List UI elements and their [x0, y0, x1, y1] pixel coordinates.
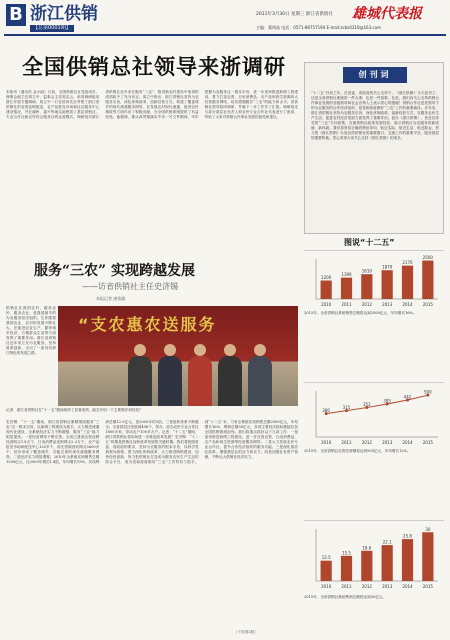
section-title: 浙江供销	[30, 4, 98, 24]
chart-3-value-label-2011: 15.5	[342, 550, 351, 556]
chart-2-tick-2014: 2014	[402, 440, 413, 445]
person-head	[134, 344, 146, 356]
contact-line: 主编：董明高 电话：0571-86757194 E-mail:zcbs0310@163.com	[256, 25, 381, 30]
chart-1-bar-2011	[341, 278, 352, 299]
chart-2-svg	[304, 383, 444, 447]
person-head	[164, 344, 176, 356]
feature-intro-text: 供销社在我国农村，服务农民、服务农业，是我国最早的为农服务经济组织。它伴随着我国农业、农村的发展不断壮大，在促进农业生产、繁荣城乡经济、方便群众生活等方面发挥了重要作用。浙江省供销社近年来立足为农服务，坚持改革创新，走出了一条具有浙江特色的发展之路。	[6, 306, 56, 355]
person-figure	[248, 356, 272, 406]
chart-1-bar-2015	[422, 261, 433, 299]
chart-1-svg	[304, 251, 444, 309]
chart-2-value-label-2015: 500	[424, 389, 432, 395]
editorial-text: “十二五”开局之年，在省委、省政府的关心支持下，《浙江供销》今天创刊了。这是全省供销社系统的一件大事，也是一件喜事，在此，我们向关心支持供销合作事业发展的各级领导和社会各界人士表示衷心的感谢！供销合作社是党领导下的为农服务的合作经济组织，是党和政府做好“三农”工作的重要载体。多年来，浙江省供销社坚持为农服务宗旨，深化体制改革，创新经营方式，在服务农民生产生活、促进农村经济发展方面发挥了重要作用。创办《浙江供销》，旨在宣传党的“三农”方针政策，交流供销社改革发展经验，展示供销社为农服务的新成就、新风貌。我们将坚持正确的舆论导向，贴近实际、贴近生活、贴近群众，努力把《浙江供销》办成宣传供销社的重要窗口、交流工作的重要平台、服务基层的重要阵地。衷心希望大家关心支持《浙江供销》的成长。	[311, 91, 439, 140]
photo-caption: 记者：浙江省供销社在“十一五”期间取得了显著成绩，能否介绍一下主要做法和经验？	[6, 408, 143, 412]
chart-2-value-label-2013: 395	[383, 398, 391, 404]
chart-1-value-label-2014: 2170	[402, 260, 413, 266]
chart-3-tick-2015: 2015	[422, 584, 433, 589]
person-figure	[128, 356, 152, 406]
chart-1-bar-2012	[361, 274, 372, 299]
chart-2-value-label-2010: 280	[322, 408, 330, 414]
feature-headline: 服务“三农” 实现跨越发展	[34, 263, 195, 279]
chart-3-bar-2015	[422, 532, 433, 581]
chart-2-series-line	[326, 395, 428, 413]
graphics-section-title: 图说“十二五”	[344, 238, 395, 247]
chart-3	[304, 520, 444, 626]
chart-3-caption: 2015年，全省供销社系统利润总额将达到30亿元。	[304, 595, 386, 599]
person-head	[254, 344, 266, 356]
lead-article-text: 本报讯（通讯员 金小丽）日前，全国供销总社党组成员、理事会副主任周立中，监事会主任周志云，率领调研组来浙江开展专题调研。周立中一行在杭州先后考察了浙江省供销社的农资连锁配送、农产品批发市场和社区服务中心建设情况，并在湖州、嘉兴等地实地察看了基层供销社、专业合作社和农村综合服务社的运营模式。调研组对浙江省供销社近年来在服务“三农”、推进新农村建设中取得的成绩给予了充分肯定。周立中指出，浙江供销社坚持为农服务宗旨，深化体制改革，创新经营方式，构建了覆盖城乡的现代流通服务网络，在发展农村现代流通、促进农民增收等方面作出了积极贡献，为全国供销系统提供了有益经验。他强调，要认真贯彻落实中央一号文件精神，牢牢把握为农服务这一根本宗旨，进一步加快推进新网工程建设，着力打造农资、日用消费品、农产品和再生资源四大经营服务网络，切实增强服务“三农”的能力和水平。省供销社领导陪同调研，并就下一步工作作了汇报。调研组还与部分基层社负责人和农民专业合作社代表进行了座谈，听取了大家对供销合作事业发展的意见和建议。	[6, 90, 298, 119]
chart-2-tick-2010: 2010	[321, 440, 332, 445]
chart-1-bar-2010	[321, 281, 332, 299]
chart-1-tick-2010: 2010	[321, 302, 332, 307]
continued-note: （下转第2版）	[234, 630, 258, 634]
feature-subhead: ——访省供销社主任史济锡	[82, 282, 178, 291]
chart-3-bar-2014	[402, 539, 413, 581]
chart-3-bar-2013	[382, 545, 393, 581]
person-figure	[188, 356, 212, 406]
chart-3-value-label-2012: 18.6	[362, 545, 372, 551]
chart-2-tick-2015: 2015	[422, 440, 433, 445]
chart-2-value-label-2011: 315	[342, 405, 351, 411]
date-line: 2011年3月30日 星期三 浙江省供销社	[256, 12, 333, 17]
chart-1	[304, 250, 444, 330]
chart-3-value-label-2015: 30	[425, 526, 431, 532]
chart-1-value-label-2011: 1390	[341, 272, 352, 278]
person-head	[224, 344, 236, 356]
chart-1-value-label-2015: 2500	[422, 255, 433, 261]
chart-2	[304, 382, 444, 472]
chart-3-bar-2011	[341, 556, 352, 581]
chart-2-value-label-2014: 442	[403, 394, 412, 400]
chart-3-bar-2010	[321, 561, 332, 581]
photo-banner-text: “支农惠农送服务	[78, 315, 217, 334]
person-figure	[218, 356, 242, 406]
chart-1-value-label-2013: 1870	[382, 264, 393, 270]
chart-1-tick-2014: 2014	[402, 302, 413, 307]
news-photo	[58, 306, 298, 406]
editorial-title: 创刊词	[343, 67, 407, 83]
masthead-rule	[4, 34, 446, 36]
chart-1-tick-2011: 2011	[341, 302, 352, 307]
chart-1-bar-2013	[382, 270, 393, 299]
chart-1-bar-2014	[402, 266, 413, 299]
chart-3-value-label-2013: 22.1	[382, 539, 392, 545]
chart-3-svg	[304, 521, 444, 591]
chart-1-value-label-2010: 1200	[321, 275, 332, 281]
editorial-box	[304, 62, 444, 234]
chart-2-tick-2011: 2011	[341, 440, 352, 445]
chart-3-tick-2013: 2013	[382, 584, 393, 589]
chart-3-value-label-2010: 12.5	[321, 555, 331, 561]
chart-3-tick-2014: 2014	[402, 584, 413, 589]
byline: 本报记者 唐依姚	[96, 296, 126, 301]
chart-1-caption: 2015年，全省供销社系统销售总额将达到2500亿元，年均增长16%。	[304, 311, 417, 315]
feature-body-text: 史济锡：“十一五”期间，浙江省供销社紧紧围绕服务“三农”这一根本宗旨，以新网工程建设为抓手，大力推进流通现代化建设，全系统经济实力不断增强，服务“三农”能力明显提高。一是经营网络不断完善。全省已建成农资连锁经营网点1.8万个，日用消费品连锁网点2.3万个，农产品批发市场和配送中心120多个，再生资源回收网点5600多个，初步形成了覆盖城乡、功能完善的现代流通服务网络。二是经济实力明显增强。2010年全系统实现销售总额1200亿元，比2005年增长1.4倍，年均增长19%；实现利润总额12.5亿元，是2005年的3倍。三是组织体系不断健全。全省基层社发展到496个，领办、创办农民专业合作社1800多家，带动农户100多万户。记者：“十二五”期间，浙江省供销社将如何进一步推进改革发展？史济锡：“十二五”时期是供销社加快改革发展的关键时期。我们将按照省委、省政府的要求，坚持为农服务的根本宗旨，以科学发展观为统领，着力深化体制改革，大力推进网络建设，加快经营创新，努力把供销社打造成为服务农民生产生活的综合平台，成为党和政府做好“三农”工作的有力抓手。到“十二五”末，力争全系统实现销售总额2500亿元，年均增长16%，利润总额30亿元，各项主要经济指标继续位居全国供销系统前列。我们将重点抓好以下几项工作：一是加快推进新网工程建设，进一步完善农资、日用消费品、农产品和再生资源等经营服务网络；二是大力发展农民专业合作社，提升合作经济组织的服务功能；三是深化基层社改革，增强基层社的活力和实力；四是加强社有资产管理，不断壮大供销社经济实力。	[6, 420, 298, 464]
person-figure	[158, 356, 182, 406]
masthead	[0, 0, 450, 38]
chart-1-tick-2013: 2013	[382, 302, 393, 307]
chart-3-value-label-2014: 25.8	[403, 533, 412, 539]
chart-3-tick-2011: 2011	[341, 584, 352, 589]
chart-2-caption: 2015年，全省供销社农资经营额将达到500亿元，年均增长12%。	[304, 449, 411, 453]
chart-1-tick-2012: 2012	[361, 302, 372, 307]
issue-number: 【总第0001期】	[30, 25, 74, 32]
chart-1-tick-2015: 2015	[422, 302, 433, 307]
chart-3-bar-2012	[361, 551, 372, 581]
section-badge: B	[6, 4, 26, 26]
chart-2-tick-2013: 2013	[382, 440, 393, 445]
chart-3-tick-2010: 2010	[321, 584, 332, 589]
chart-2-value-label-2012: 352	[363, 402, 371, 408]
chart-1-value-label-2012: 1610	[361, 268, 372, 274]
chart-3-tick-2012: 2012	[361, 584, 372, 589]
lead-headline: 全国供销总社领导来浙调研	[22, 55, 286, 79]
newspaper-logo: 雄城代表报	[352, 6, 422, 22]
person-head	[194, 344, 206, 356]
chart-2-tick-2012: 2012	[361, 440, 372, 445]
